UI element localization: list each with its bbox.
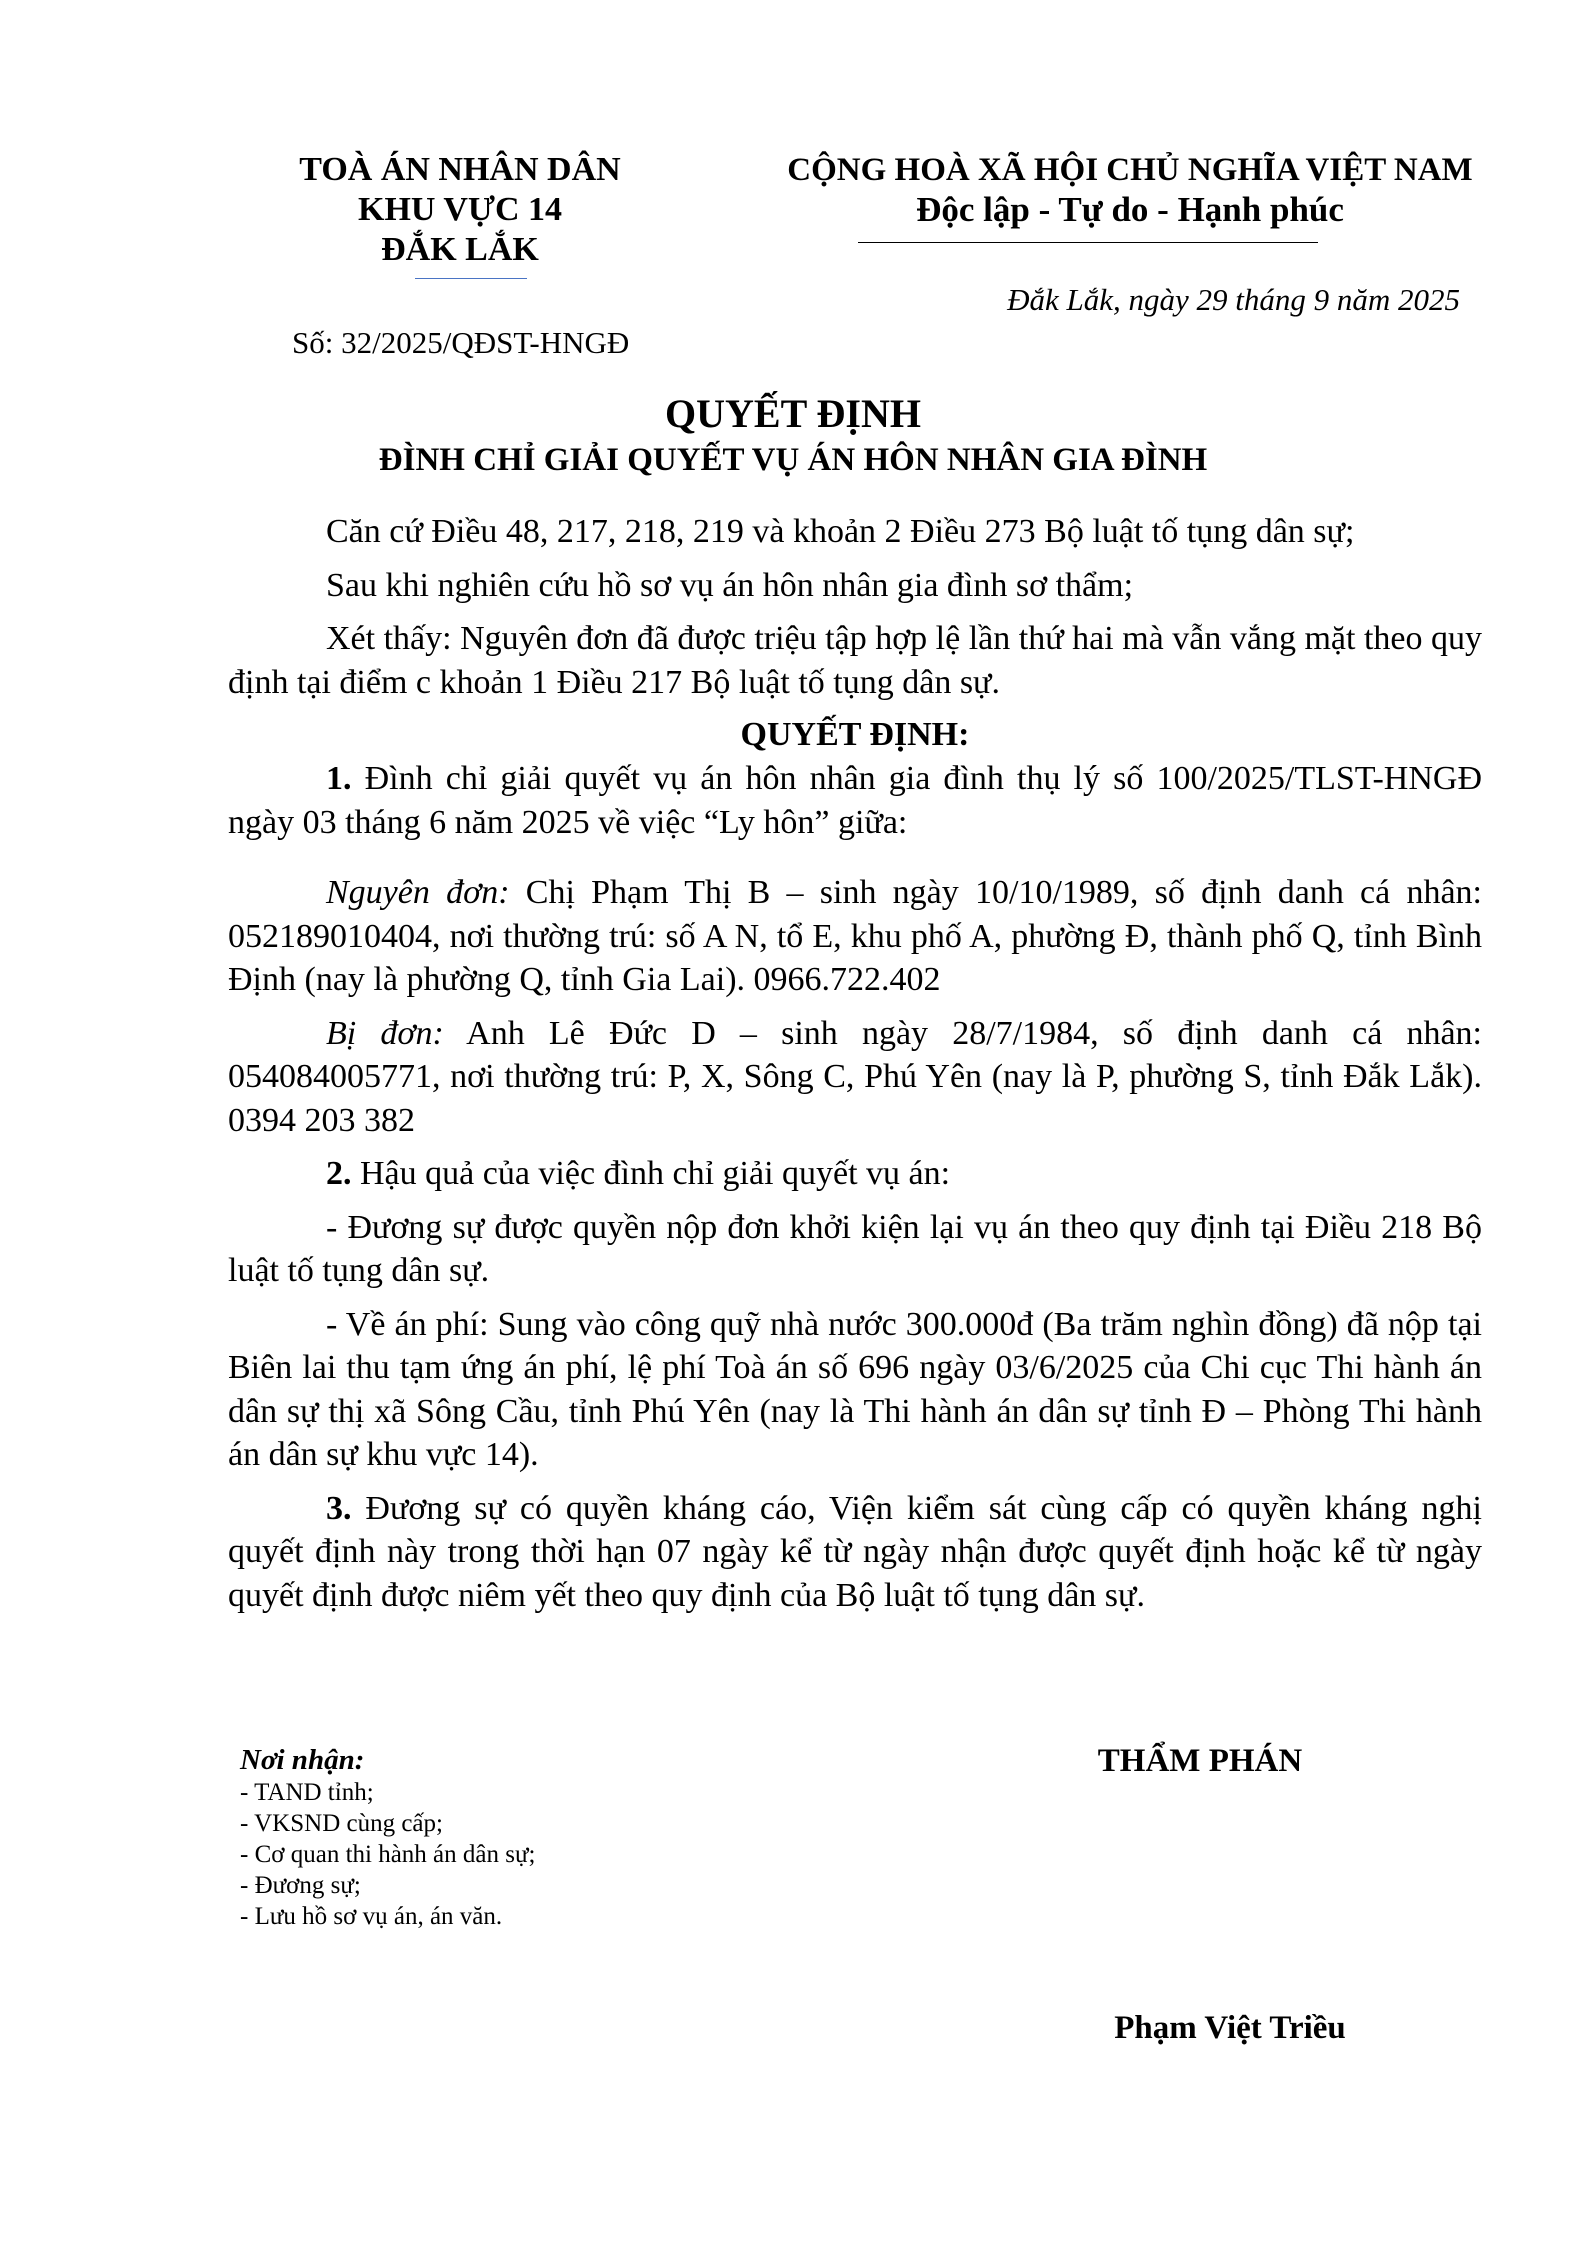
item-text: Đương sự có quyền kháng cáo, Viện kiểm sát cùng cấp có quyền kháng nghị quyết định này trong thời hạn 07 ngày kể từ ngày nhận được quyết định hoặc kể từ ngày quyết định được niêm yết theo quy định của Bộ luật tố tụng dân sự. (228, 1489, 1482, 1614)
recipients-block (240, 1743, 800, 1932)
recipient-item: - TAND tỉnh; (240, 1779, 374, 1806)
item-number: 2. (326, 1155, 352, 1192)
plaintiff-text: Chị Phạm Thị B – sinh ngày 10/10/1989, số định danh cá nhân: 052189010404, nơi thường trú: số A N, tổ E, khu phố A, phường Đ, thành phố Q, tỉnh Bình Định (nay là phường Q, tỉnh Gia Lai). 0966.722.402 (228, 874, 1483, 998)
decision-heading: QUYẾT ĐỊNH: (740, 716, 970, 753)
defendant-info (228, 1012, 1482, 1143)
decision-item-2 (228, 1152, 1482, 1196)
case-number: Số: 32/2025/QĐST-HNGĐ (292, 325, 630, 360)
national-header (730, 150, 1530, 230)
decision-item-3 (228, 1487, 1482, 1618)
document-subtitle: ĐÌNH CHỈ GIẢI QUYẾT VỤ ÁN HÔN NHÂN GIA ĐÌNH (378, 442, 1208, 478)
plaintiff-label: Nguyên đơn: (326, 874, 510, 911)
recipient-item: - VKSND cùng cấp; (240, 1810, 443, 1837)
decision-item-1 (228, 757, 1482, 844)
judge-name: Phạm Việt Triều (1114, 2010, 1346, 2046)
court-divider (415, 278, 527, 279)
national-motto: Độc lập - Tự do - Hạnh phúc (916, 190, 1344, 229)
recipient-item: - Đương sự; (240, 1872, 361, 1899)
recipients-list (240, 1777, 800, 1932)
item-number: 1. (326, 760, 352, 797)
consequence-court-fee: - Về án phí: Sung vào công quỹ nhà nước 300.000đ (Ba trăm nghìn đồng) đã nộp tại Biên lai thu tạm ứng án phí, lệ phí Toà án số 696 ngày 03/6/2025 của Chi cục Thi hành án dân sự thị xã Sông Cầu, tỉnh Phú Yên (nay là Thi hành án dân sự tỉnh Đ – Phòng Thi hành án dân sự khu vực 14). (228, 1305, 1482, 1473)
document-title: QUYẾT ĐỊNH (665, 391, 921, 436)
item-number: 3. (326, 1489, 352, 1527)
recipient-item: - Cơ quan thi hành án dân sự; (240, 1841, 536, 1868)
court-name (240, 150, 680, 270)
item-text: Hậu quả của việc đình chỉ giải quyết vụ án: (351, 1155, 951, 1192)
document-body (228, 510, 1482, 1617)
item-text: Đình chỉ giải quyết vụ án hôn nhân gia đình thụ lý số 100/2025/TLST-HNGĐ ngày 03 tháng 6 năm 2025 về việc “Ly hôn” giữa: (228, 760, 1482, 841)
court-line: ĐẮK LẮK (381, 231, 539, 268)
recipients-title: Nơi nhận: (240, 1744, 365, 1776)
judge-title: THẨM PHÁN (1097, 1743, 1303, 1779)
plaintiff-info (228, 871, 1482, 1002)
court-line: TOÀ ÁN NHÂN DÂN (299, 151, 621, 188)
finding-statement: Xét thấy: Nguyên đơn đã được triệu tập hợp lệ lần thứ hai mà vẫn vắng mặt theo quy định tại điểm c khoản 1 Điều 217 Bộ luật tố tụng dân sự. (228, 620, 1482, 701)
review-statement: Sau khi nghiên cứu hồ sơ vụ án hôn nhân gia đình sơ thẩm; (326, 566, 1134, 604)
defendant-label: Bị đơn: (326, 1014, 444, 1052)
consequence-refile: - Đương sự được quyền nộp đơn khởi kiện lại vụ án theo quy định tại Điều 218 Bộ luật tố tụng dân sự. (228, 1208, 1482, 1289)
motto-divider (858, 242, 1318, 243)
court-line: KHU VỰC 14 (358, 191, 562, 228)
recipient-item: - Lưu hồ sơ vụ án, án văn. (240, 1903, 503, 1930)
legal-basis: Căn cứ Điều 48, 217, 218, 219 và khoản 2 Điều 273 Bộ luật tố tụng dân sự; (326, 513, 1355, 550)
defendant-text: Anh Lê Đức D – sinh ngày 28/7/1984, số định danh cá nhân: 054084005771, nơi thường trú: P, X, Sông C, Phú Yên (nay là P, phường S, tỉnh Đắk Lắk). 0394 203 382 (228, 1014, 1483, 1139)
nation-name: CỘNG HOÀ XÃ HỘI CHỦ NGHĨA VIỆT NAM (787, 152, 1473, 188)
place-date: Đắk Lắk, ngày 29 tháng 9 năm 2025 (1007, 282, 1460, 317)
